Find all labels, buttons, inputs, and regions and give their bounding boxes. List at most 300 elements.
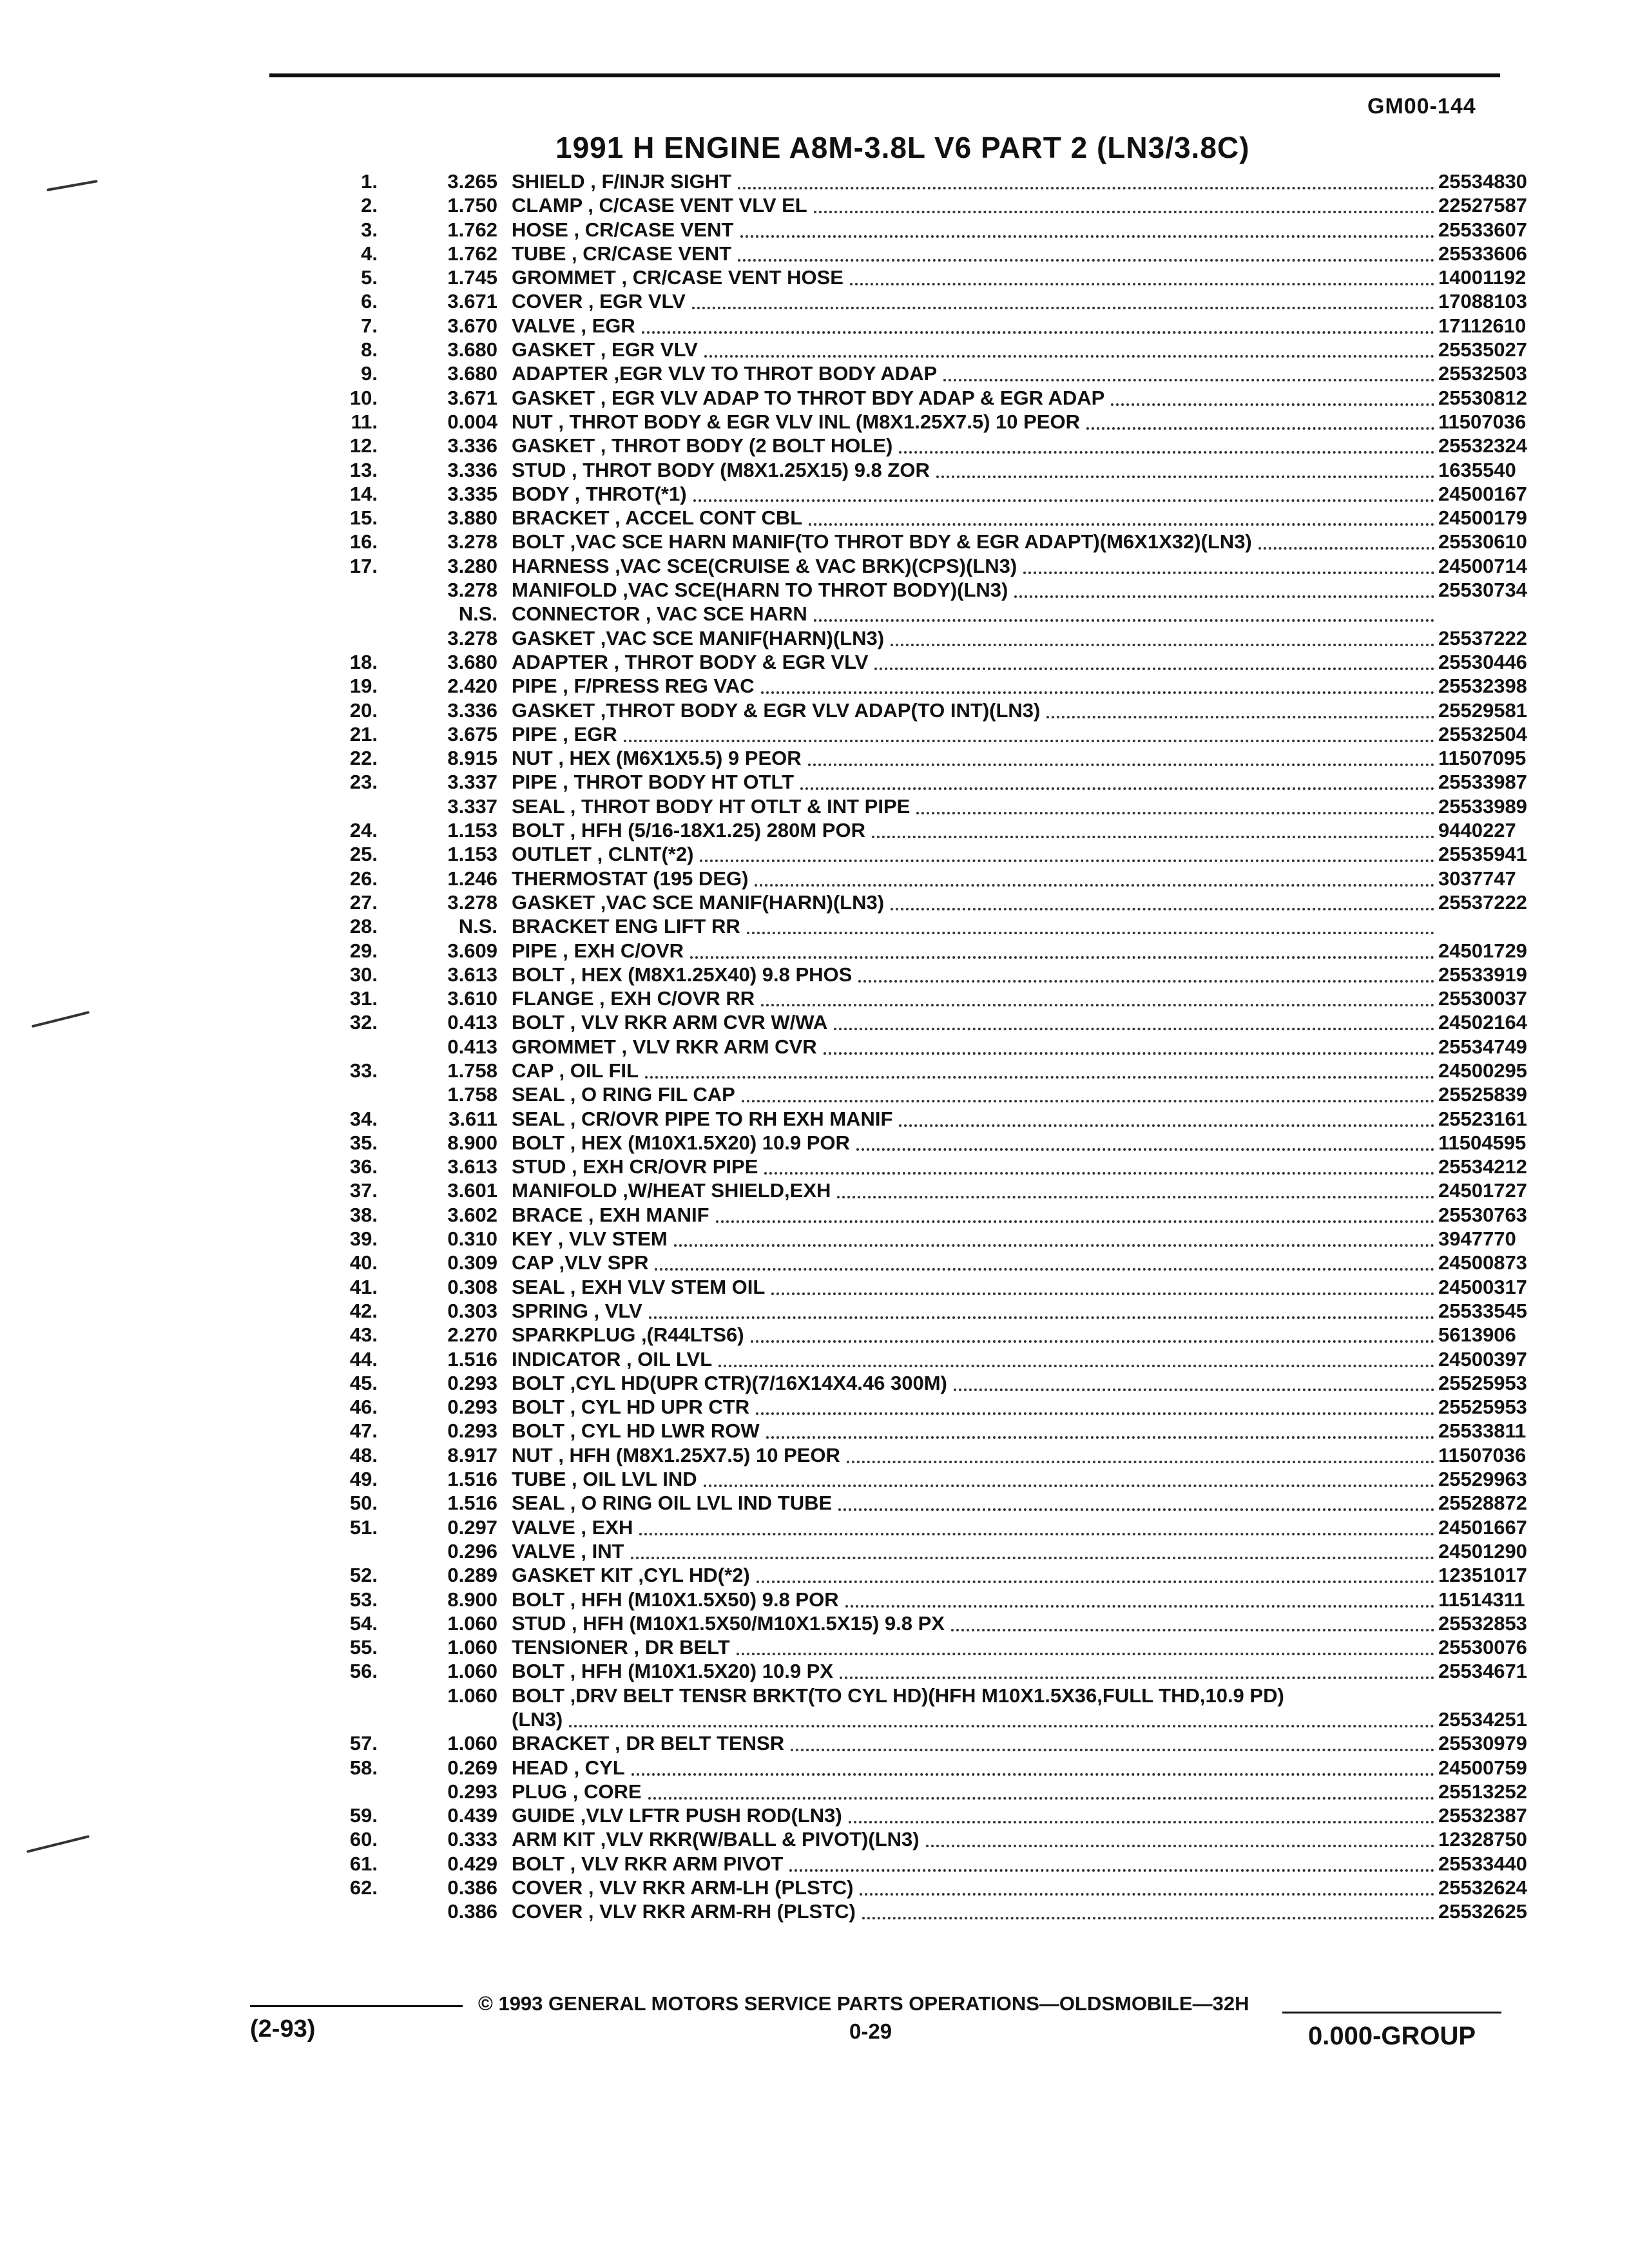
part-group-code: 1.060 xyxy=(447,1732,497,1755)
dot-leader xyxy=(845,1590,1434,1608)
dot-leader xyxy=(716,1205,1434,1223)
part-number: 25532324 xyxy=(1438,434,1527,457)
part-description-cell xyxy=(512,1517,1434,1540)
part-index: 61. xyxy=(349,1852,378,1875)
part-description-cell xyxy=(512,1421,1434,1443)
part-index: 49. xyxy=(349,1468,378,1491)
part-number: 25532853 xyxy=(1438,1611,1527,1635)
part-description-cell xyxy=(512,484,1434,506)
part-description: GASKET ,VAC SCE MANIF(HARN)(LN3) xyxy=(512,890,885,914)
part-description-cell xyxy=(512,1253,1434,1275)
part-index: 23. xyxy=(349,771,378,794)
part-index: 33. xyxy=(349,1059,378,1082)
part-number: 25535027 xyxy=(1438,338,1527,361)
part-index: 48. xyxy=(349,1443,378,1466)
dot-leader xyxy=(639,1517,1434,1535)
part-group-code: 3.265 xyxy=(447,170,497,193)
part-description-cell xyxy=(512,628,1434,651)
part-description: PIPE , EXH C/OVR xyxy=(512,939,684,962)
part-group-code: 3.611 xyxy=(448,1107,497,1130)
part-description: CAP ,VLV SPR xyxy=(512,1251,649,1274)
part-number: 24500714 xyxy=(1438,554,1527,577)
part-description: TENSIONER , DR BELT xyxy=(512,1636,730,1659)
part-row xyxy=(303,1203,1527,1229)
part-description: SPRING , VLV xyxy=(512,1299,642,1322)
part-description-cell xyxy=(512,1205,1434,1227)
part-number: 25534749 xyxy=(1438,1035,1527,1058)
part-description: BOLT , HFH (M10X1.5X20) 10.9 PX xyxy=(512,1660,834,1683)
part-group-code: 1.758 xyxy=(447,1059,497,1082)
part-row xyxy=(303,1539,1527,1565)
part-group-code: 2.420 xyxy=(447,675,497,698)
part-row xyxy=(303,242,1527,267)
part-description-cell xyxy=(512,1037,1434,1059)
part-number: 25530446 xyxy=(1438,650,1527,673)
part-description: BOLT , HEX (M8X1.25X40) 9.8 PHOS xyxy=(512,963,853,986)
part-row xyxy=(303,1035,1527,1061)
part-group-code: 3.336 xyxy=(447,458,497,481)
part-description: NUT , THROT BODY & EGR VLV INL (M8X1.25X7.5) 10 PEOR xyxy=(512,410,1080,433)
footer-rule-left xyxy=(250,2005,463,2007)
dot-leader xyxy=(872,820,1434,838)
dot-leader xyxy=(740,220,1435,238)
part-row xyxy=(303,1107,1527,1133)
part-description: GASKET , EGR VLV ADAP TO THROT BDY ADAP & EGR ADAP xyxy=(512,386,1105,409)
part-number: 25525953 xyxy=(1438,1396,1527,1419)
dot-leader xyxy=(856,1133,1434,1151)
part-group-code: 3.337 xyxy=(447,794,497,818)
part-description: GASKET , THROT BODY (2 BOLT HOLE) xyxy=(512,434,893,457)
part-row xyxy=(303,626,1527,652)
part-group-code: 0.303 xyxy=(447,1299,497,1322)
part-description-cell xyxy=(512,1373,1434,1396)
part-description-cell xyxy=(512,1061,1434,1083)
part-number: 25530037 xyxy=(1438,987,1527,1010)
part-number: 25529581 xyxy=(1438,698,1527,722)
part-row xyxy=(303,1323,1516,1349)
part-row xyxy=(303,867,1516,892)
part-index: 60. xyxy=(349,1828,378,1851)
part-description-cell xyxy=(512,1469,1434,1492)
part-number: 25530763 xyxy=(1438,1203,1527,1226)
part-description-cell xyxy=(512,844,1434,867)
part-group-code: 2.270 xyxy=(447,1323,497,1347)
part-description-cell xyxy=(512,748,1434,771)
part-description-cell xyxy=(512,1325,1434,1347)
part-description-cell xyxy=(512,700,1434,723)
part-group-code: 3.280 xyxy=(447,554,497,577)
part-description-cell xyxy=(512,965,1434,987)
dot-leader xyxy=(874,652,1434,670)
part-number: 3037747 xyxy=(1438,867,1516,890)
part-group-code: 3.671 xyxy=(447,290,497,313)
part-row xyxy=(303,1564,1527,1589)
dot-leader xyxy=(738,171,1434,189)
part-description-cell xyxy=(512,941,1434,963)
dot-leader xyxy=(951,1613,1434,1631)
part-number: 11507095 xyxy=(1438,747,1527,770)
part-description-cell xyxy=(512,652,1434,675)
dot-leader xyxy=(645,1061,1434,1079)
part-index: 47. xyxy=(349,1419,378,1443)
part-number: 25533606 xyxy=(1438,242,1527,265)
part-description-cell xyxy=(512,1901,1434,1924)
part-description: CONNECTOR , VAC SCE HARN xyxy=(512,602,807,626)
part-description: SEAL , CR/OVR PIPE TO RH EXH MANIF xyxy=(512,1107,893,1130)
part-description: VALVE , EXH xyxy=(512,1515,633,1539)
part-description: BOLT , HFH (5/16-18X1.25) 280M POR xyxy=(512,819,865,842)
part-description: GASKET ,VAC SCE MANIF(HARN)(LN3) xyxy=(512,626,885,649)
part-description-cell xyxy=(512,1829,1434,1852)
part-group-code: 1.060 xyxy=(447,1636,497,1659)
part-description-cell xyxy=(512,1084,1434,1107)
part-row xyxy=(303,747,1527,772)
part-index: 6. xyxy=(361,290,378,313)
part-row xyxy=(303,1371,1527,1397)
part-row xyxy=(303,1732,1527,1757)
part-group-code: 3.680 xyxy=(447,338,497,361)
part-row xyxy=(303,1396,1527,1421)
part-number: 17088103 xyxy=(1438,290,1527,313)
part-number: 24500397 xyxy=(1438,1347,1527,1370)
part-group-code: 3.880 xyxy=(447,506,497,530)
dot-leader xyxy=(761,676,1434,694)
part-description: PIPE , EGR xyxy=(512,722,617,745)
part-index: 34. xyxy=(349,1107,378,1130)
part-group-code: 0.386 xyxy=(447,1876,497,1899)
part-number: 25537222 xyxy=(1438,626,1527,649)
part-description-cell xyxy=(512,1686,1434,1706)
part-group-code: 0.269 xyxy=(447,1756,497,1779)
dot-leader xyxy=(926,1829,1434,1847)
part-row xyxy=(303,1611,1527,1637)
dot-leader xyxy=(771,1277,1434,1295)
dot-leader xyxy=(1046,700,1434,718)
part-row xyxy=(303,1155,1527,1180)
part-number: 25523161 xyxy=(1438,1107,1527,1130)
part-description-cell xyxy=(512,1613,1434,1636)
part-group-code: 3.601 xyxy=(447,1179,497,1202)
part-description: VALVE , EGR xyxy=(512,314,635,337)
part-index: 9. xyxy=(361,362,378,385)
part-description: VALVE , INT xyxy=(512,1539,624,1562)
part-number: 11507036 xyxy=(1438,410,1527,433)
part-row xyxy=(303,771,1527,796)
part-description-cell xyxy=(512,604,1434,626)
part-description-cell xyxy=(512,1445,1434,1468)
part-index: 46. xyxy=(349,1396,378,1419)
part-description: SEAL , O RING OIL LVL IND TUBE xyxy=(512,1492,833,1515)
part-number: 25533989 xyxy=(1438,794,1527,818)
part-number: 11514311 xyxy=(1438,1588,1525,1611)
dot-leader xyxy=(809,508,1434,526)
part-number: 12328750 xyxy=(1438,1828,1527,1851)
part-index: 7. xyxy=(361,314,378,337)
part-description: ADAPTER , THROT BODY & EGR VLV xyxy=(512,650,869,673)
dot-leader xyxy=(700,844,1434,862)
part-index: 56. xyxy=(349,1660,378,1683)
part-number: 24501729 xyxy=(1438,939,1527,962)
part-group-code: 0.309 xyxy=(447,1251,497,1274)
part-row xyxy=(303,1756,1527,1782)
part-description-cell xyxy=(512,916,1434,939)
part-row xyxy=(303,698,1527,724)
part-group-code: 0.004 xyxy=(447,410,497,433)
part-group-code: 1.516 xyxy=(447,1347,497,1370)
dot-leader xyxy=(649,1301,1434,1319)
page-title: 1991 H ENGINE A8M-3.8L V6 PART 2 (LN3/3.8C) xyxy=(555,131,1250,164)
part-row xyxy=(303,362,1527,387)
part-index: 26. xyxy=(349,867,378,890)
part-description: NUT , HEX (M6X1X5.5) 9 PEOR xyxy=(512,747,802,770)
part-description: BRACKET , ACCEL CONT CBL xyxy=(512,506,803,530)
part-index: 41. xyxy=(349,1275,378,1298)
dot-leader xyxy=(800,772,1434,790)
dot-leader xyxy=(1023,556,1434,574)
part-group-code: 1.060 xyxy=(447,1684,497,1707)
part-description-cell xyxy=(512,1878,1434,1900)
part-row xyxy=(303,987,1527,1012)
dot-leader xyxy=(849,1805,1434,1823)
dot-leader xyxy=(891,628,1434,646)
dot-leader xyxy=(814,195,1434,213)
part-group-code: N.S. xyxy=(458,602,497,626)
part-description-cell xyxy=(512,388,1434,410)
group-label: 0.000-GROUP xyxy=(1308,2022,1476,2050)
part-description: BOLT , HFH (M10X1.5X50) 9.8 POR xyxy=(512,1588,839,1611)
part-group-code: 3.336 xyxy=(447,434,497,457)
part-row xyxy=(303,458,1516,484)
part-index: 35. xyxy=(349,1131,378,1154)
part-description: GROMMET , VLV RKR ARM CVR xyxy=(512,1035,817,1058)
dot-leader xyxy=(755,869,1434,887)
part-number: 24502164 xyxy=(1438,1011,1527,1034)
dot-leader xyxy=(943,363,1434,381)
dot-leader xyxy=(718,1349,1434,1367)
part-description-cell xyxy=(512,436,1434,458)
part-index: 37. xyxy=(349,1179,378,1202)
part-description: NUT , HFH (M8X1.25X7.5) 10 PEOR xyxy=(512,1443,840,1466)
part-description-cell xyxy=(512,1301,1434,1323)
part-description-cell xyxy=(512,724,1434,747)
part-number: 24500317 xyxy=(1438,1275,1527,1298)
part-index: 17. xyxy=(349,554,378,577)
part-description-cell xyxy=(512,820,1434,843)
part-group-code: 8.917 xyxy=(447,1443,497,1466)
part-group-code: 3.613 xyxy=(447,963,497,986)
part-row xyxy=(303,1828,1527,1853)
part-description-cell xyxy=(512,1805,1434,1828)
part-index: 54. xyxy=(349,1611,378,1635)
part-description: GASKET KIT ,CYL HD(*2) xyxy=(512,1564,750,1587)
part-group-code: 3.278 xyxy=(447,890,497,914)
part-row xyxy=(303,530,1527,555)
part-row xyxy=(303,1708,1527,1733)
part-description: HEAD , CYL xyxy=(512,1756,625,1779)
dot-leader xyxy=(704,340,1434,358)
part-description-cell xyxy=(512,1157,1434,1179)
part-number: 25530979 xyxy=(1438,1732,1527,1755)
part-description-cell xyxy=(512,460,1434,483)
part-index: 20. xyxy=(349,698,378,722)
part-number: 3947770 xyxy=(1438,1227,1516,1251)
part-row xyxy=(303,675,1527,700)
part-number: 11504595 xyxy=(1438,1131,1527,1154)
part-description-cell xyxy=(512,1349,1434,1372)
part-row xyxy=(303,1275,1527,1301)
part-group-code: 0.297 xyxy=(447,1515,497,1539)
part-description: (LN3) xyxy=(512,1708,563,1731)
revision-date: (2-93) xyxy=(250,2015,316,2042)
part-group-code: 0.413 xyxy=(447,1011,497,1034)
part-row xyxy=(303,722,1527,748)
part-description-cell xyxy=(512,244,1434,266)
part-group-code: 3.680 xyxy=(447,650,497,673)
part-index: 19. xyxy=(349,675,378,698)
part-index: 62. xyxy=(349,1876,378,1899)
dot-leader xyxy=(860,1878,1434,1896)
dot-leader xyxy=(742,1084,1434,1102)
part-description-cell xyxy=(512,1661,1434,1684)
part-description: PIPE , THROT BODY HT OTLT xyxy=(512,771,795,794)
part-group-code: 3.336 xyxy=(447,698,497,722)
part-number: 25530610 xyxy=(1438,530,1527,553)
part-number: 25535941 xyxy=(1438,843,1527,866)
part-group-code: 0.413 xyxy=(447,1035,497,1058)
dot-leader xyxy=(747,916,1434,934)
part-row xyxy=(303,386,1527,412)
part-description: BOLT ,DRV BELT TENSR BRKT(TO CYL HD)(HFH M10X1.5X36,FULL THD,10.9 PD) xyxy=(512,1684,1284,1707)
part-number: 11507036 xyxy=(1438,1443,1527,1466)
part-row xyxy=(303,1852,1527,1878)
dot-leader xyxy=(738,244,1434,262)
part-number: 25534212 xyxy=(1438,1155,1527,1178)
part-group-code: 3.278 xyxy=(447,626,497,649)
part-description: SHIELD , F/INJR SIGHT xyxy=(512,170,732,193)
part-description: BOLT , CYL HD UPR CTR xyxy=(512,1396,750,1419)
dot-leader xyxy=(936,460,1434,478)
part-group-code: N.S. xyxy=(458,915,497,938)
part-description-cell xyxy=(512,869,1434,891)
part-number: 25532504 xyxy=(1438,722,1527,745)
dot-leader xyxy=(655,1253,1434,1271)
part-description-cell xyxy=(512,1180,1434,1203)
dot-leader xyxy=(808,748,1434,766)
part-row xyxy=(303,1686,1508,1709)
part-index: 50. xyxy=(349,1492,378,1515)
part-number: 25525839 xyxy=(1438,1083,1527,1106)
part-description-cell xyxy=(512,363,1434,386)
part-row xyxy=(303,579,1527,604)
part-number: 25530812 xyxy=(1438,386,1527,409)
part-index: 15. xyxy=(349,506,378,530)
part-description: BRACKET ENG LIFT RR xyxy=(512,915,740,938)
part-group-code: 0.293 xyxy=(447,1371,497,1394)
part-index: 22. xyxy=(349,747,378,770)
part-index: 25. xyxy=(349,843,378,866)
part-number: 5613906 xyxy=(1438,1323,1516,1347)
part-row xyxy=(303,410,1527,436)
margin-mark xyxy=(26,1835,90,1853)
part-number: 25534671 xyxy=(1438,1660,1527,1683)
part-number: 25533987 xyxy=(1438,771,1527,794)
part-number: 25530076 xyxy=(1438,1636,1527,1659)
part-number: 22527587 xyxy=(1438,194,1527,217)
part-row xyxy=(303,218,1527,244)
footer-rule-right xyxy=(1282,2012,1501,2013)
dot-leader xyxy=(824,1037,1434,1055)
part-index: 29. xyxy=(349,939,378,962)
part-description: BODY , THROT(*1) xyxy=(512,482,687,505)
part-number: 25533811 xyxy=(1438,1419,1527,1443)
part-row xyxy=(303,1900,1527,1925)
dot-leader xyxy=(757,1565,1434,1583)
part-group-code: 1.745 xyxy=(447,266,497,289)
part-number: 24500873 xyxy=(1438,1251,1527,1274)
margin-mark xyxy=(32,1011,90,1028)
part-index: 59. xyxy=(349,1804,378,1827)
part-index: 53. xyxy=(349,1588,378,1611)
part-index: 36. xyxy=(349,1155,378,1178)
part-description-cell xyxy=(512,1109,1434,1131)
dot-leader xyxy=(954,1373,1434,1391)
part-row xyxy=(303,434,1527,459)
part-description: BOLT ,VAC SCE HARN MANIF(TO THROT BDY & EGR ADAPT)(M6X1X32)(LN3) xyxy=(512,530,1252,553)
part-row xyxy=(303,194,1527,219)
dot-leader xyxy=(834,1012,1434,1030)
part-description-cell xyxy=(512,580,1434,602)
part-description: TUBE , CR/CASE VENT xyxy=(512,242,732,265)
part-description-cell xyxy=(512,171,1434,194)
dot-leader xyxy=(862,1901,1434,1919)
part-group-code: 0.296 xyxy=(447,1539,497,1562)
part-row xyxy=(303,482,1527,508)
part-index: 21. xyxy=(349,722,378,745)
part-row xyxy=(303,843,1527,868)
dot-leader xyxy=(814,604,1434,622)
part-row xyxy=(303,794,1527,820)
part-group-code: 0.293 xyxy=(447,1780,497,1803)
part-description: STUD , EXH CR/OVR PIPE xyxy=(512,1155,758,1178)
top-rule xyxy=(269,73,1500,77)
part-index: 58. xyxy=(349,1756,378,1779)
part-group-code: 8.900 xyxy=(447,1588,497,1611)
part-number: 24500179 xyxy=(1438,506,1527,530)
part-description: BOLT ,CYL HD(UPR CTR)(7/16X14X4.46 300M) xyxy=(512,1371,947,1394)
parts-list xyxy=(303,170,1527,1926)
part-index: 1. xyxy=(361,170,378,193)
part-group-code: 3.335 xyxy=(447,482,497,505)
part-description-cell xyxy=(512,796,1434,819)
part-group-code: 3.610 xyxy=(447,987,497,1010)
part-description-cell xyxy=(512,1709,1434,1732)
part-row xyxy=(303,1780,1527,1805)
part-group-code: 3.675 xyxy=(447,722,497,745)
dot-leader xyxy=(642,316,1434,334)
part-number: 25534251 xyxy=(1438,1708,1527,1731)
part-description-cell xyxy=(512,508,1434,530)
part-group-code: 0.333 xyxy=(447,1828,497,1851)
part-number: 9440227 xyxy=(1438,819,1516,842)
dot-leader xyxy=(899,436,1434,454)
dot-leader xyxy=(631,1541,1434,1559)
part-description: GUIDE ,VLV LFTR PUSH ROD(LN3) xyxy=(512,1804,842,1827)
part-group-code: 3.278 xyxy=(447,579,497,602)
dot-leader xyxy=(766,1421,1434,1439)
part-group-code: 1.516 xyxy=(447,1468,497,1491)
part-group-code: 3.670 xyxy=(447,314,497,337)
part-group-code: 1.060 xyxy=(447,1660,497,1683)
